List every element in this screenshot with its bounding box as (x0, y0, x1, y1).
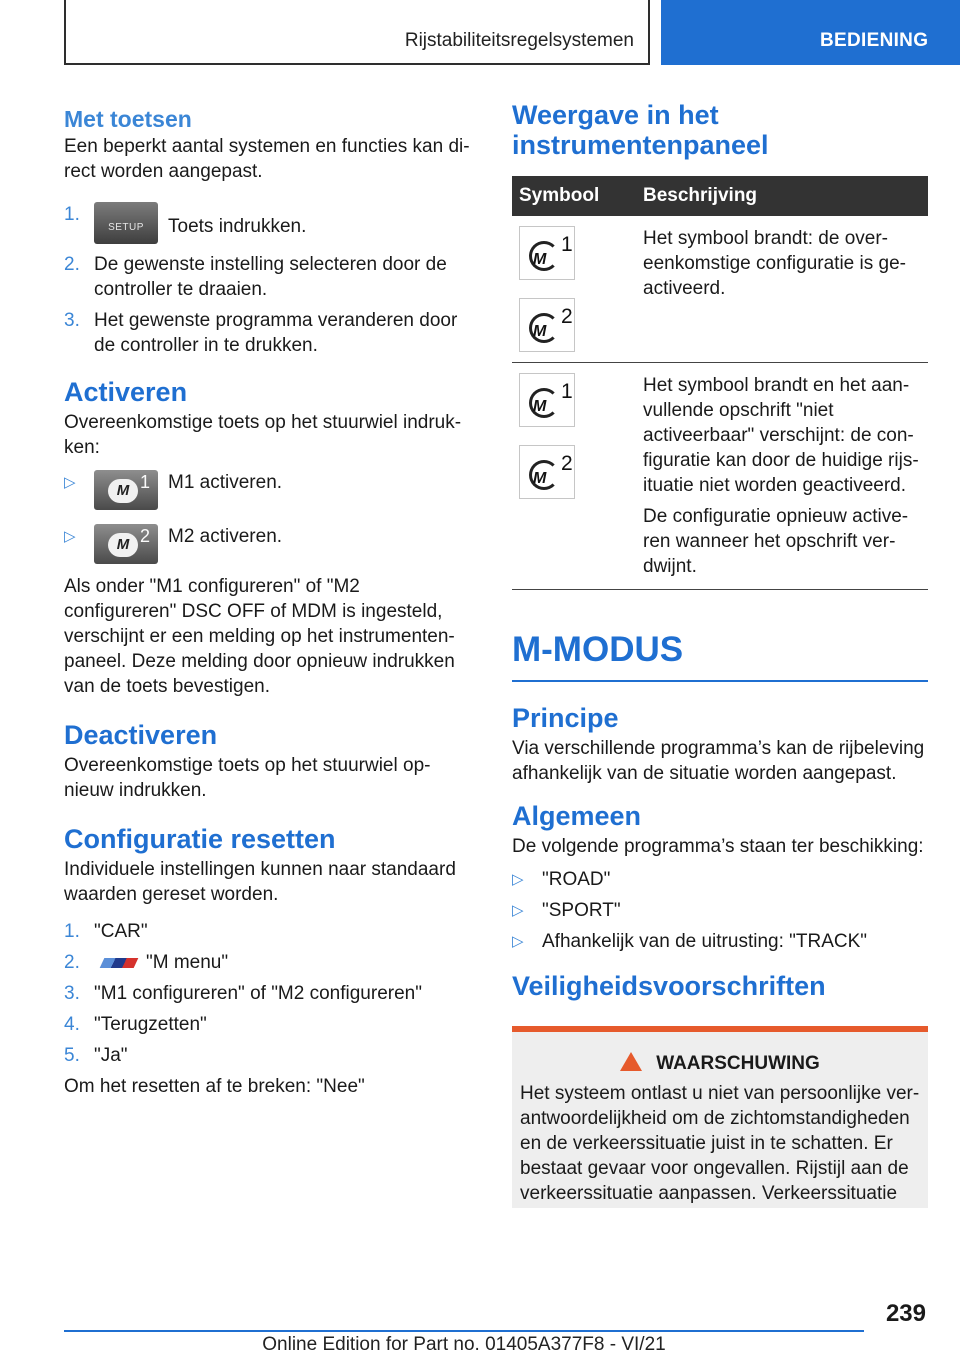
heading-configuratie-resetten: Configuratie resetten (64, 824, 336, 854)
table-row (512, 216, 928, 363)
step-number: 2. (64, 952, 80, 973)
footer-divider (64, 1330, 864, 1332)
list-item (512, 898, 928, 923)
step-number: 4. (64, 1014, 80, 1035)
page-number: 239 (885, 1300, 926, 1327)
list-item (64, 470, 474, 510)
header-section-box (64, 0, 650, 65)
list-item (64, 950, 474, 975)
met-toetsen-intro: Een beperkt aantal systemen en functies kan di-rect worden aangepast. (64, 136, 470, 182)
list-item (64, 1043, 474, 1068)
bullet-triangle-icon: ▷ (512, 902, 524, 919)
step-text: Het gewenste programma veranderen door de controller in te drukken. (94, 310, 458, 356)
heading-m-modus: M-MODUS (512, 630, 928, 682)
step-number: 1. (64, 921, 80, 942)
description-text: Het symbool brandt: de over-eenkomstige configuratie is ge-activeerd. (643, 228, 906, 299)
description-cell (636, 216, 928, 363)
m-logo-icon (100, 958, 139, 968)
footer-edition: Online Edition for Part no. 01405A377F8 - VI/21 (262, 1334, 666, 1355)
heading-met-toetsen: Met toetsen (64, 106, 192, 132)
setup-button-label: SETUP (108, 222, 144, 233)
list-item (64, 1012, 474, 1037)
m2-indicator-icon: M 2 (519, 298, 575, 352)
description-text: Het symbool brandt en het aan-vullende opschrift "niet activeerbaar" verschijnt: de con-figuratie kan door de huidige rijs-ituatie niet worden geactiveerd. (643, 375, 919, 496)
list-item (512, 929, 928, 954)
left-column (64, 100, 474, 1099)
m1-button-num: 1 (140, 472, 151, 492)
right-column (512, 100, 928, 1208)
step-number: 3. (64, 983, 80, 1004)
activeren-item-text: M1 activeren. (168, 472, 283, 493)
heading-activeren: Activeren (64, 377, 188, 407)
header-chapter-tab (661, 0, 960, 65)
step-number: 3. (64, 310, 80, 331)
algemeen-text: De volgende programma’s staan ter beschikking: (512, 836, 924, 857)
config-resetten-steps (64, 919, 474, 1068)
step-text: De gewenste instelling selecteren door de controller te draaien. (94, 254, 447, 300)
list-item (64, 252, 474, 302)
activeren-intro: Overeenkomstige toets op het stuurwiel indruk-ken: (64, 412, 462, 458)
description-cell (636, 363, 928, 590)
step-text: "CAR" (94, 921, 148, 942)
heading-veiligheidsvoorschriften: Veiligheidsvoorschriften (512, 971, 826, 1001)
heading-deactiveren: Deactiveren (64, 720, 218, 750)
list-item (512, 867, 928, 892)
step-text: "Ja" (94, 1045, 128, 1066)
symbol-cell (512, 363, 636, 590)
bullet-triangle-icon: ▷ (64, 528, 76, 545)
step-text: "M menu" (146, 952, 229, 973)
config-resetten-outro: Om het resetten af te breken: "Nee" (64, 1076, 365, 1097)
program-text: "SPORT" (542, 900, 621, 921)
m1-indicator-icon: M 1 (519, 373, 575, 427)
list-item (64, 981, 474, 1006)
step-text: Toets indrukken. (168, 216, 307, 237)
table-header-row (512, 176, 928, 216)
heading-weergave: Weergave in het instrumentenpaneel (512, 100, 769, 160)
m2-indicator-icon: M 2 (519, 445, 575, 499)
table-row (512, 363, 928, 590)
col-symbool: Symbool (512, 176, 636, 216)
list-item (64, 308, 474, 358)
list-item (64, 202, 474, 244)
met-toetsen-steps (64, 202, 474, 358)
step-number: 2. (64, 254, 80, 275)
list-item (64, 524, 474, 564)
m1-button-icon (94, 470, 158, 510)
warning-triangle-icon (620, 1052, 642, 1071)
m1-button-m: M (108, 479, 138, 503)
step-number: 5. (64, 1045, 80, 1066)
heading-principe: Principe (512, 703, 619, 733)
setup-button-icon (94, 202, 158, 244)
m2-button-icon (94, 524, 158, 564)
activeren-note: Als onder "M1 configureren" of "M2 configureren" DSC OFF of MDM is ingesteld, verschijnt er een melding op het instrumenten-paneel. Deze melding door opnieuw indrukken van de toets bevestigen. (64, 576, 455, 697)
m2-button-num: 2 (140, 526, 151, 546)
step-text: "M1 configureren" of "M2 configureren" (94, 983, 422, 1004)
programs-list (512, 867, 928, 954)
warning-title-row (520, 1052, 920, 1075)
activeren-item-text: M2 activeren. (168, 526, 283, 547)
description-text-2: De configuratie opnieuw active-ren wanneer het opschrift ver-dwijnt. (643, 506, 909, 577)
step-number: 1. (64, 204, 80, 225)
bullet-triangle-icon: ▷ (64, 474, 76, 491)
symbol-table (512, 176, 928, 590)
activeren-list (64, 470, 474, 564)
m1-indicator-icon: M 1 (519, 226, 575, 280)
header-section-title: Rijstabiliteitsregelsystemen (404, 30, 634, 51)
program-text: "ROAD" (542, 869, 611, 890)
col-beschrijving: Beschrijving (636, 176, 928, 216)
header-chapter-label: BEDIENING (820, 30, 929, 51)
principe-text: Via verschillende programma’s kan de rijbeleving afhankelijk van de situatie worden aangepast. (512, 738, 925, 784)
heading-algemeen: Algemeen (512, 801, 642, 831)
warning-text: Het systeem ontlast u niet van persoonlijke ver-antwoordelijkheid om de zichtomstandigheden en de verkeerssituatie juist in te schatten. Er bestaat gevaar voor ongevallen. Rijstijl aan de verkeerssituatie aanpassen. Verkeerssituatie (520, 1083, 920, 1204)
list-item (64, 919, 474, 944)
program-text: Afhankelijk van de uitrusting: "TRACK" (542, 931, 868, 952)
symbol-cell (512, 216, 636, 363)
bullet-triangle-icon: ▷ (512, 933, 524, 950)
deactiveren-text: Overeenkomstige toets op het stuurwiel op-nieuw indrukken. (64, 755, 431, 801)
warning-title: WAARSCHUWING (656, 1053, 820, 1074)
config-resetten-intro: Individuele instellingen kunnen naar standaard waarden gereset worden. (64, 859, 456, 905)
step-text: "Terugzetten" (94, 1014, 207, 1035)
warning-box (512, 1026, 928, 1208)
bullet-triangle-icon: ▷ (512, 871, 524, 888)
m2-button-m: M (108, 533, 138, 557)
